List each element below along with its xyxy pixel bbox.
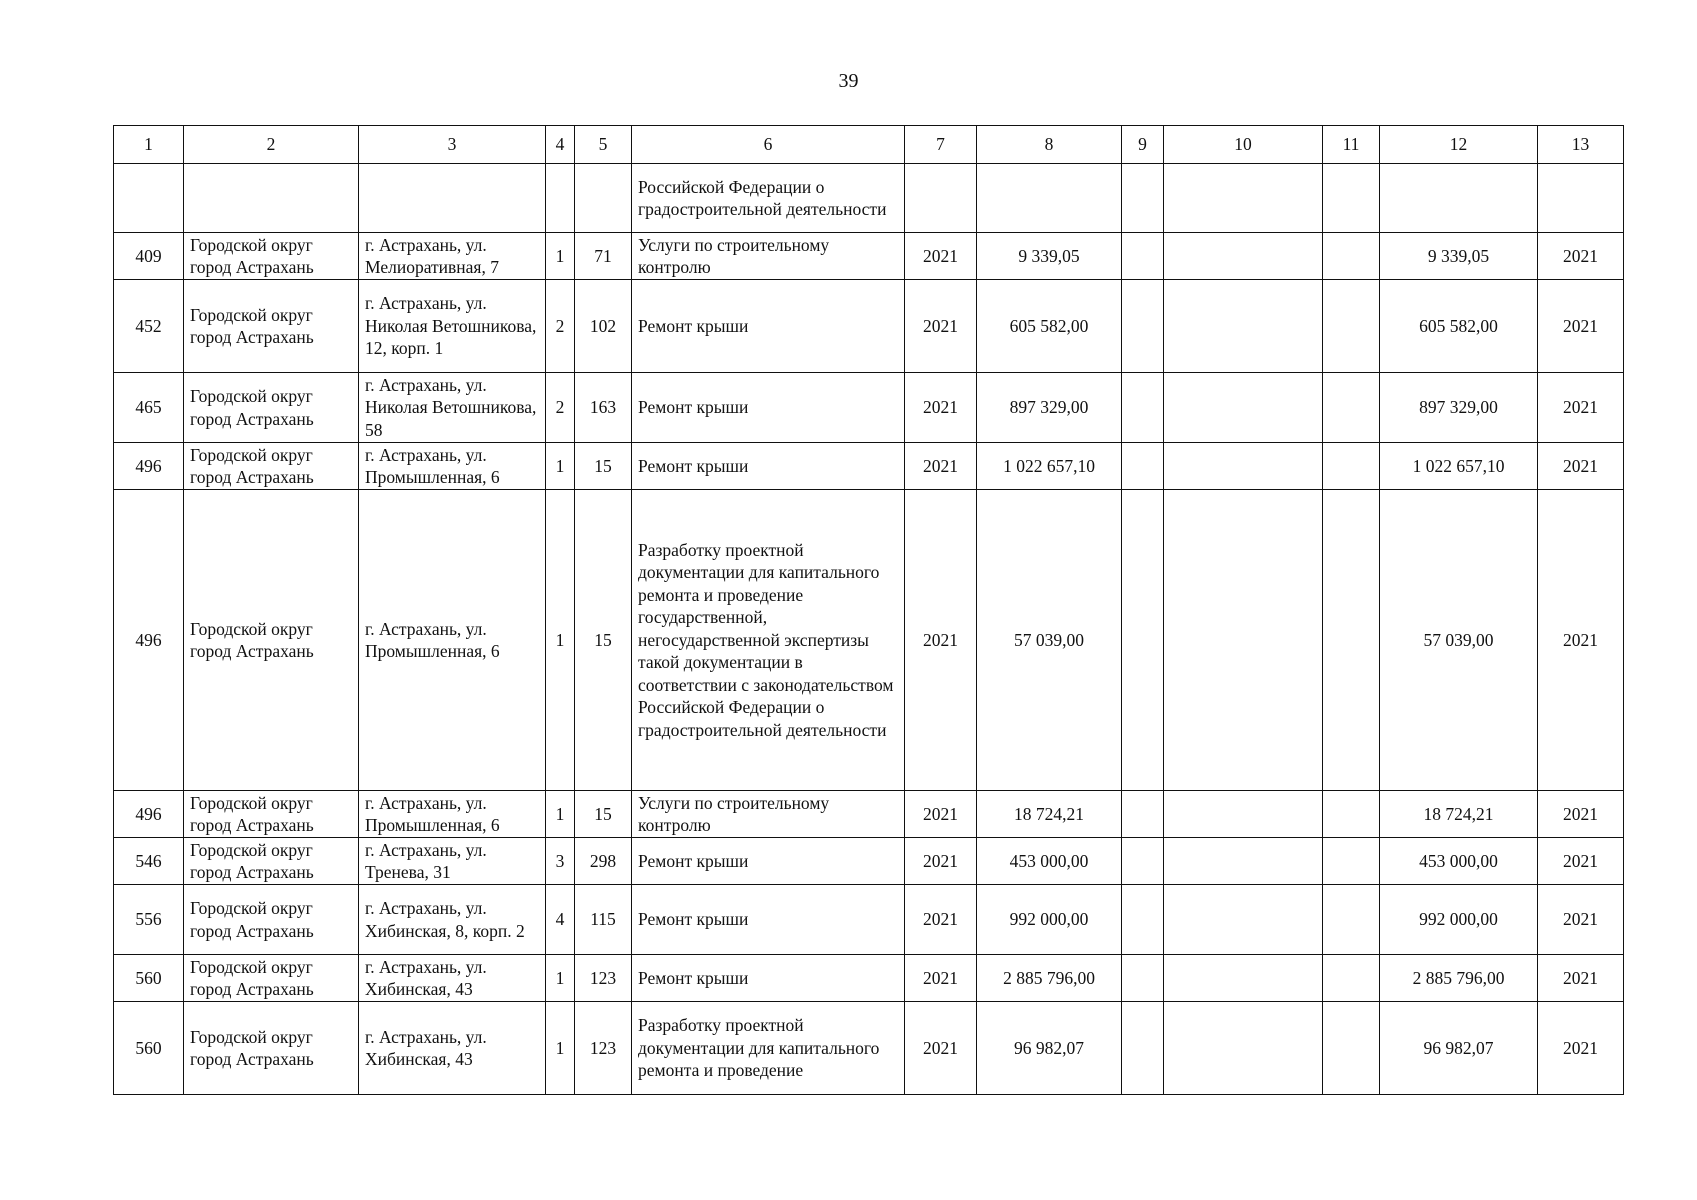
row-number-cell: 409 [114,233,184,280]
column-header: 12 [1380,126,1538,164]
total-cost-cell: 992 000,00 [1380,885,1538,955]
entrance-count-cell: 4 [546,885,575,955]
table-row [114,955,1624,1002]
object-number-cell: 71 [575,233,632,280]
column-9-cell [1122,838,1164,885]
cost-cell: 2 885 796,00 [977,955,1122,1002]
address-cell: г. Астрахань, ул. Промышленная, 6 [359,443,546,490]
column-10-cell [1164,280,1323,373]
address-cell: г. Астрахань, ул. Николая Ветошникова, 12, корп. 1 [359,280,546,373]
address-cell: г. Астрахань, ул. Хибинская, 8, корп. 2 [359,885,546,955]
object-number-cell: 15 [575,490,632,791]
object-number-cell: 298 [575,838,632,885]
column-header: 8 [977,126,1122,164]
municipality-cell: Городской округ город Астрахань [184,280,359,373]
column-9-cell [1122,233,1164,280]
year-cell: 2021 [905,955,977,1002]
entrance-count-cell: 1 [546,791,575,838]
municipality-cell: Городской округ город Астрахань [184,838,359,885]
address-cell: г. Астрахань, ул. Промышленная, 6 [359,490,546,791]
object-number-cell: 123 [575,955,632,1002]
column-11-cell [1323,955,1380,1002]
column-10-cell [1164,443,1323,490]
work-type-cell: Российской Федерации о градостроительной деятельности [632,164,905,233]
entrance-count-cell: 1 [546,490,575,791]
works-table [113,125,1624,1095]
total-cost-cell: 96 982,07 [1380,1002,1538,1095]
municipality-cell [184,164,359,233]
year-cell: 2021 [905,490,977,791]
entrance-count-cell: 1 [546,233,575,280]
row-number-cell [114,164,184,233]
address-cell: г. Астрахань, ул. Промышленная, 6 [359,791,546,838]
object-number-cell: 123 [575,1002,632,1095]
row-number-cell: 556 [114,885,184,955]
work-type-cell: Ремонт крыши [632,838,905,885]
municipality-cell: Городской округ город Астрахань [184,233,359,280]
object-number-cell: 115 [575,885,632,955]
cost-cell: 1 022 657,10 [977,443,1122,490]
year-cell: 2021 [905,280,977,373]
column-header: 5 [575,126,632,164]
municipality-cell: Городской округ город Астрахань [184,955,359,1002]
completion-year-cell: 2021 [1538,373,1624,443]
cost-cell: 9 339,05 [977,233,1122,280]
total-cost-cell: 1 022 657,10 [1380,443,1538,490]
table-row [114,838,1624,885]
total-cost-cell: 9 339,05 [1380,233,1538,280]
municipality-cell: Городской округ город Астрахань [184,1002,359,1095]
column-9-cell [1122,490,1164,791]
work-type-cell: Ремонт крыши [632,373,905,443]
column-9-cell [1122,885,1164,955]
year-cell: 2021 [905,233,977,280]
table-row [114,885,1624,955]
work-type-cell: Услуги по строительному контролю [632,233,905,280]
municipality-cell: Городской округ город Астрахань [184,443,359,490]
object-number-cell: 102 [575,280,632,373]
column-header: 7 [905,126,977,164]
municipality-cell: Городской округ город Астрахань [184,885,359,955]
column-9-cell [1122,443,1164,490]
column-header: 2 [184,126,359,164]
column-11-cell [1323,233,1380,280]
municipality-cell: Городской округ город Астрахань [184,373,359,443]
column-header: 1 [114,126,184,164]
row-number-cell: 546 [114,838,184,885]
year-cell: 2021 [905,443,977,490]
total-cost-cell: 453 000,00 [1380,838,1538,885]
year-cell: 2021 [905,885,977,955]
cost-cell: 605 582,00 [977,280,1122,373]
total-cost-cell: 2 885 796,00 [1380,955,1538,1002]
column-11-cell [1323,280,1380,373]
object-number-cell [575,164,632,233]
address-cell: г. Астрахань, ул. Хибинская, 43 [359,955,546,1002]
column-11-cell [1323,164,1380,233]
object-number-cell: 15 [575,443,632,490]
column-10-cell [1164,1002,1323,1095]
cost-cell: 992 000,00 [977,885,1122,955]
column-10-cell [1164,164,1323,233]
column-header: 6 [632,126,905,164]
address-cell: г. Астрахань, ул. Мелиоративная, 7 [359,233,546,280]
column-10-cell [1164,373,1323,443]
entrance-count-cell: 1 [546,955,575,1002]
cost-cell: 453 000,00 [977,838,1122,885]
row-number-cell: 560 [114,1002,184,1095]
total-cost-cell: 605 582,00 [1380,280,1538,373]
total-cost-cell: 897 329,00 [1380,373,1538,443]
column-10-cell [1164,885,1323,955]
column-11-cell [1323,443,1380,490]
year-cell: 2021 [905,791,977,838]
municipality-cell: Городской округ город Астрахань [184,490,359,791]
table-row [114,233,1624,280]
row-number-cell: 465 [114,373,184,443]
column-10-cell [1164,233,1323,280]
cost-cell: 897 329,00 [977,373,1122,443]
column-11-cell [1323,791,1380,838]
cost-cell [977,164,1122,233]
entrance-count-cell [546,164,575,233]
column-9-cell [1122,791,1164,838]
cost-cell: 18 724,21 [977,791,1122,838]
column-10-cell [1164,490,1323,791]
address-cell: г. Астрахань, ул. Николая Ветошникова, 58 [359,373,546,443]
table-row [114,280,1624,373]
column-9-cell [1122,373,1164,443]
column-header: 10 [1164,126,1323,164]
row-number-cell: 496 [114,443,184,490]
entrance-count-cell: 1 [546,443,575,490]
completion-year-cell: 2021 [1538,233,1624,280]
table-row [114,373,1624,443]
column-header: 4 [546,126,575,164]
column-9-cell [1122,955,1164,1002]
completion-year-cell: 2021 [1538,280,1624,373]
work-type-cell: Разработку проектной документации для капитального ремонта и проведение [632,1002,905,1095]
column-11-cell [1323,1002,1380,1095]
row-number-cell: 496 [114,791,184,838]
table-row [114,1002,1624,1095]
entrance-count-cell: 1 [546,1002,575,1095]
municipality-cell: Городской округ город Астрахань [184,791,359,838]
completion-year-cell: 2021 [1538,791,1624,838]
cost-cell: 57 039,00 [977,490,1122,791]
entrance-count-cell: 3 [546,838,575,885]
table-row [114,791,1624,838]
column-9-cell [1122,164,1164,233]
address-cell: г. Астрахань, ул. Тренева, 31 [359,838,546,885]
entrance-count-cell: 2 [546,373,575,443]
column-10-cell [1164,791,1323,838]
column-11-cell [1323,373,1380,443]
table-body [114,164,1624,1095]
total-cost-cell: 57 039,00 [1380,490,1538,791]
address-cell: г. Астрахань, ул. Хибинская, 43 [359,1002,546,1095]
completion-year-cell: 2021 [1538,1002,1624,1095]
work-type-cell: Ремонт крыши [632,280,905,373]
entrance-count-cell: 2 [546,280,575,373]
object-number-cell: 15 [575,791,632,838]
cost-cell: 96 982,07 [977,1002,1122,1095]
object-number-cell: 163 [575,373,632,443]
year-cell: 2021 [905,373,977,443]
row-number-cell: 452 [114,280,184,373]
column-header: 9 [1122,126,1164,164]
row-number-cell: 560 [114,955,184,1002]
completion-year-cell: 2021 [1538,443,1624,490]
header-row [114,126,1624,164]
table-row [114,490,1624,791]
column-header: 11 [1323,126,1380,164]
column-header: 13 [1538,126,1624,164]
column-11-cell [1323,490,1380,791]
work-type-cell: Услуги по строительному контролю [632,791,905,838]
table-row [114,164,1624,233]
year-cell: 2021 [905,838,977,885]
column-11-cell [1323,838,1380,885]
address-cell [359,164,546,233]
row-number-cell: 496 [114,490,184,791]
column-9-cell [1122,280,1164,373]
column-10-cell [1164,838,1323,885]
total-cost-cell [1380,164,1538,233]
work-type-cell: Ремонт крыши [632,955,905,1002]
page-number: 39 [838,70,859,92]
year-cell [905,164,977,233]
table-row [114,443,1624,490]
completion-year-cell: 2021 [1538,490,1624,791]
completion-year-cell: 2021 [1538,838,1624,885]
completion-year-cell: 2021 [1538,885,1624,955]
work-type-cell: Ремонт крыши [632,885,905,955]
column-header: 3 [359,126,546,164]
column-9-cell [1122,1002,1164,1095]
work-type-cell: Разработку проектной документации для капитального ремонта и проведение государственной, негосударственной экспертизы такой документации в соответствии с законодательством Российской Федерации о градостроительной деятельности [632,490,905,791]
completion-year-cell [1538,164,1624,233]
total-cost-cell: 18 724,21 [1380,791,1538,838]
completion-year-cell: 2021 [1538,955,1624,1002]
year-cell: 2021 [905,1002,977,1095]
work-type-cell: Ремонт крыши [632,443,905,490]
column-10-cell [1164,955,1323,1002]
column-11-cell [1323,885,1380,955]
